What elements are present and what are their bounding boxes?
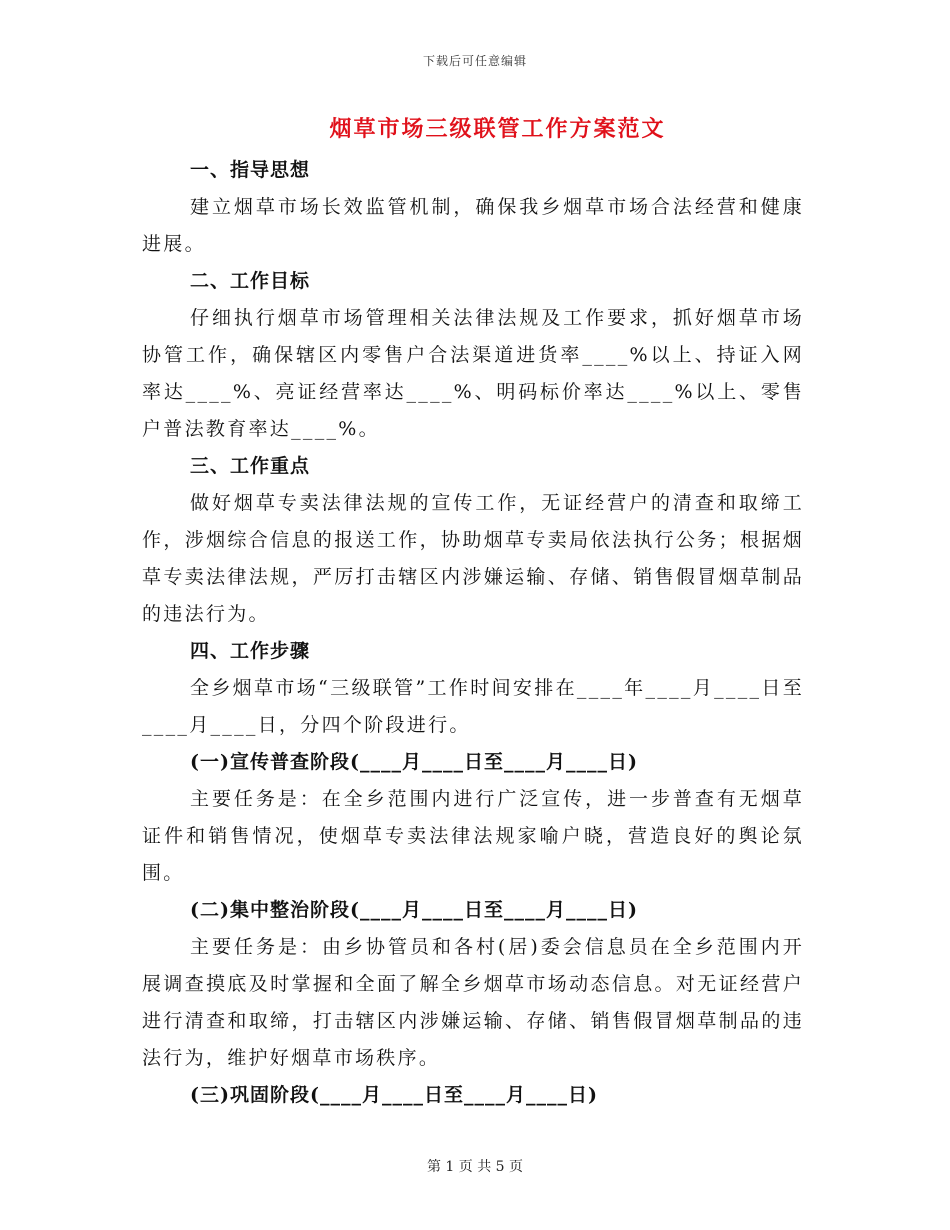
document-body [142,152,804,1114]
section-heading: 四、工作步骤 [190,640,311,662]
paragraph: 全乡烟草市场“三级联管”工作时间安排在____年____月____日至____月____日，分四个阶段进行。 [142,677,804,736]
paragraph: 主要任务是：在全乡范围内进行广泛宣传，进一步普查有无烟草证件和销售情况，使烟草专卖法律法规家喻户晓，营造良好的舆论氛围。 [142,788,804,884]
section-heading: 三、工作重点 [190,455,311,477]
paragraph: 建立烟草市场长效监管机制，确保我乡烟草市场合法经营和健康进展。 [142,196,804,255]
section-heading: 一、指导思想 [190,159,311,181]
subsection-heading: (一)宣传普查阶段(____月____日至____月____日) [190,751,638,773]
paragraph: 做好烟草专卖法律法规的宣传工作，无证经营户的清查和取缔工作，涉烟综合信息的报送工作，协助烟草专卖局依法执行公务；根据烟草专卖法律法规，严厉打击辖区内涉嫌运输、存储、销售假冒烟草制品的违法行为。 [142,492,804,625]
section-heading: 二、工作目标 [190,270,311,292]
subsection-heading: (二)集中整治阶段(____月____日至____月____日) [190,899,638,921]
page-number: 第 1 页 共 5 页 [426,1159,524,1175]
paragraph: 主要任务是：由乡协管员和各村(居)委会信息员在全乡范围内开展调查摸底及时掌握和全面了解全乡烟草市场动态信息。对无证经营户进行清查和取缔，打击辖区内涉嫌运输、存储、销售假冒烟草制品的违法行为，维护好烟草市场秩序。 [142,936,804,1069]
header-note: 下载后可任意编辑 [422,54,527,68]
paragraph: 仔细执行烟草市场管理相关法律法规及工作要求，抓好烟草市场协管工作，确保辖区内零售户合法渠道进货率____%以上、持证入网率达____%、亮证经营率达____%、明码标价率达____%以上、零售户普法教育率达____%。 [142,307,804,440]
subsection-heading: (三)巩固阶段(____月____日至____月____日) [190,1084,598,1106]
document-title: 烟草市场三级联管工作方案范文 [329,116,666,142]
